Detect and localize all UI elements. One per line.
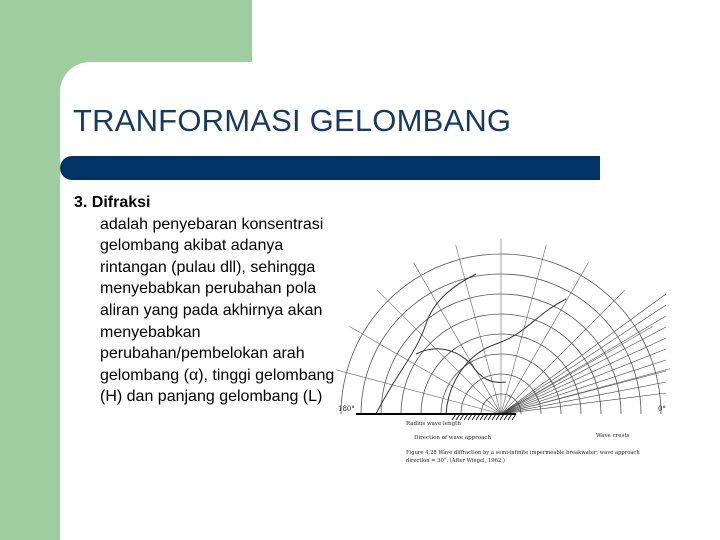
diffraction-diagram-svg — [336, 204, 686, 474]
slide-content — [74, 192, 344, 408]
section-heading: 3. Difraksi — [74, 194, 151, 211]
diffraction-contour-2 — [446, 299, 566, 414]
wave-ray — [501, 316, 666, 414]
radial-line — [349, 327, 501, 415]
angle-label-left: 180° — [338, 405, 355, 413]
diffraction-contour-1 — [376, 274, 476, 414]
wave-ray — [501, 338, 666, 414]
angle-label-right: 0° — [658, 405, 666, 413]
definition-text: adalah penyebaran konsentrasi gelombang akibat adanya rintangan (pulau dll), sehingga menyebabkan perubahan pola aliran yang pada akhirnya akan menyebabkan perubahan/pembelokan arah gelombang (α), tinggi gelombang (H) dan panjang gelombang (L) — [100, 215, 335, 406]
diffraction-diagram — [336, 204, 686, 474]
radius-label: Radius wave length — [406, 421, 461, 427]
figure-caption-line-2: direction = 30°. (After Wiegel, 1962.) — [406, 458, 505, 464]
title-underline-bar — [60, 156, 600, 180]
slide-title: TRANFORMASI GELOMBANG — [73, 103, 512, 138]
radial-line — [501, 290, 625, 414]
direction-label: Direction of wave approach — [414, 435, 492, 441]
figure-caption-line-1: Figure 4.28 Wave diffraction by a semi-infinite impermeable breakwater; wave approach — [406, 450, 640, 456]
radial-line — [456, 245, 501, 414]
wave-ray — [501, 327, 666, 414]
radial-line — [336, 369, 501, 414]
wave-crests-label: Wave crests — [596, 433, 630, 439]
radial-line — [377, 290, 501, 414]
radial-line — [501, 327, 653, 415]
